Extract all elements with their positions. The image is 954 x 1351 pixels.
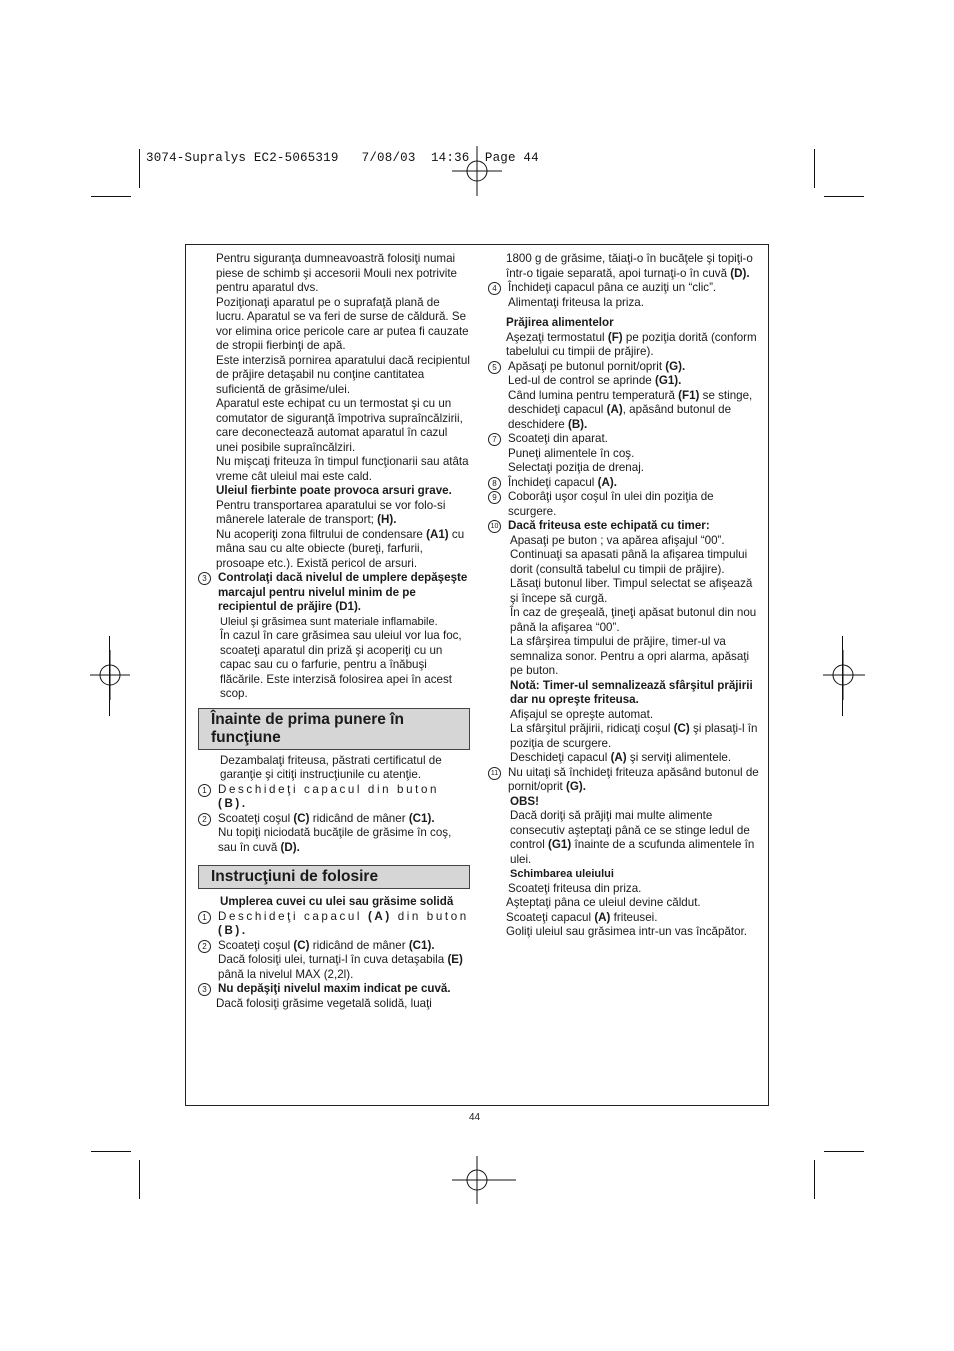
timer-note: Notă: Timer-ul semnalizează sfârşitul prăjirii dar nu opreşte friteusa. — [510, 678, 753, 706]
oil-step: Goliţi uleiul sau grăsimea intr-un vas încăpător. — [506, 925, 748, 938]
slug-time: 14:36 — [430, 151, 470, 165]
step-4: 4 Închideţi capacul pâna ce auziţi un “clic”. Alimentaţi friteusa la priza. — [488, 281, 760, 310]
step-number-icon: 2 — [198, 813, 211, 826]
serve-text: Deschideţi capacul (A) şi serviţi alimentele. — [510, 751, 732, 764]
fill-step-3-text: Dacă folosiţi grăsime vegetală solidă, luaţi — [216, 996, 432, 1010]
frying-title: Prăjirea alimentelor — [506, 316, 614, 329]
first-use-step-2: 2 Scoateţi coşul (C) ridicând de mâner (C1). Nu topiţi niciodată bucăţile de grăsime în coş, sau în cuvă (D). — [198, 812, 470, 856]
intro-paragraph: Poziţionaţi aparatul pe o suprafaţă plană de lucru. Aparatul se va feri de surse de căldură. Se vor elimina orice pericole care ar putea fi cauzate de stropii fierbinţi de apă. — [216, 295, 469, 352]
transport-paragraph: Pentru transportarea aparatului se vor folo-si mânerele laterale de transport; (H). — [216, 498, 446, 526]
step-number-icon: 1 — [198, 911, 211, 924]
timer-line: Lăsaţi butonul liber. Timpul selectat se afişează şi începe să curgă. — [510, 577, 753, 605]
step-3-note: Uleiul şi grăsimea sunt materiale inflamabile. — [220, 615, 438, 628]
fill-step-2: 2 Scoateţi coşul (C) ridicând de mâner (C1). Dacă folosiţi ulei, turnaţi-l în cuva detaşabila (E) până la nivelul MAX (2,2l). — [198, 939, 470, 983]
step-3-text: În cazul în care grăsimea sau uleiul vor lua foc, scoateţi aparatul din priză şi acoperiţi cu un capac sau cu o farfurie, pentru a înăbuşi flăcările. Este interzisă folosirea apei în acest scop. — [220, 629, 462, 700]
step-3 — [198, 571, 470, 615]
step-number-icon: 3 — [198, 572, 211, 585]
timer-note-text: Afişajul se opreşte automat. — [510, 707, 654, 721]
fill-step-3: 3 Nu depăşiţi nivelul maxim indicat pe cuvă. — [198, 982, 470, 997]
fill-step-1: 1 Deschideţi capacul (A) din buton (B). — [198, 910, 470, 939]
registration-mark-top — [452, 146, 502, 196]
oil-step: Scoateţi capacul (A) friteusei. — [506, 910, 658, 924]
section-heading-first-use: Înainte de prima punere în funcţiune — [198, 708, 470, 750]
step-number-icon: 10 — [488, 520, 501, 533]
step-number-icon: 1 — [198, 784, 211, 797]
continuation-paragraph: 1800 g de grăsime, tăiaţi-o în bucăţele şi topiţi-o într-o tigaie separată, apoi turnaţi-o în cuvă (D). — [506, 252, 753, 280]
step-number-icon: 2 — [198, 940, 211, 953]
oil-step: Scoateţi friteusa din priza. — [508, 881, 642, 895]
timer-line: Continuaţi sa apasati până la afişarea timpului dorit (consultă tabelul cu timpii de prăjire). — [510, 548, 748, 576]
intro-paragraph: Aparatul este echipat cu un termostat şi cu un comutator de siguranţă împotriva supraîncălzirii, care deconectează automat aparatul în cazul unei posibile supraîncălziri. — [216, 397, 463, 454]
registration-line-right — [842, 636, 843, 716]
oil-step: Aşteptaţi pâna ce uleiul devine căldut. — [506, 896, 701, 909]
step-number-icon: 3 — [198, 983, 211, 996]
step-7: 7 Scoateţi din aparat. Puneţi alimentele în coş. Selectaţi poziţia de drenaj. — [488, 432, 760, 476]
page-number: 44 — [469, 1112, 481, 1123]
frying-text: Aşezaţi termostatul (F) pe poziţia dorită (conform tabelului cu timpii de prăjire). — [506, 330, 757, 358]
registration-mark-bottom — [452, 1156, 516, 1204]
obs-title: OBS! — [510, 794, 539, 808]
registration-line-left — [109, 636, 110, 716]
intro-paragraph: Pentru siguranţa dumneavoastră folosiţi numai piese de schimb şi accesorii Mouli nex potrivite pentru aparatul dvs. — [216, 252, 457, 294]
timer-line: În caz de greşeală, ţineţi apăsat butonul din nou până la afişarea “00”. — [510, 606, 757, 634]
step-number-icon: 11 — [488, 767, 501, 780]
slug-date: 7/08/03 — [361, 151, 416, 165]
slug-file: 3074-Supralys EC2-5065319 — [146, 151, 339, 165]
section-heading-instructions: Instrucţiuni de folosire — [198, 865, 470, 889]
intro-paragraph: Este interzisă pornirea aparatului dacă recipientul de prăjire detaşabil nu conţine cantitatea suficientă de grăsime/ulei. — [216, 353, 470, 396]
step-11: 11 Nu uitaţi să închideţi friteuza apăsând butonul de pornit/oprit (G). — [488, 766, 760, 795]
registration-mark-right — [823, 650, 865, 700]
step-10: 10 Dacă friteusa este echipată cu timer: — [488, 519, 760, 534]
filter-paragraph: Nu acoperiţi zona filtrului de condensare (A1) cu mâna sau cu alte obiecte (bureţi, farfurii, prosoape etc.). Există pericol de arsuri. — [216, 527, 465, 570]
step-8: 8 Închideţi capacul (A). — [488, 476, 760, 491]
section-1-intro: Dezambalaţi friteusa, păstrati certificatul de garanţie şi citiţi instrucţiunile cu atenţie. — [220, 753, 442, 781]
step-number-icon: 7 — [488, 433, 501, 446]
end-frying-text: La sfârşitul prăjirii, ridicaţi coşul (C) şi plasaţi-l în poziţia de scurgere. — [510, 722, 758, 750]
slug-page: Page 44 — [484, 151, 539, 165]
step-9: 9 Coborâţi uşor coşul în ulei din poziţia de scurgere. — [488, 490, 760, 519]
step-number-icon: 5 — [488, 361, 501, 374]
timer-line: Apasaţi pe buton ; va apărea afişajul “00”. — [510, 533, 725, 547]
registration-mark-left — [90, 650, 130, 700]
intro-paragraph: Nu mişcaţi friteuza în timpul funcţionarii sau atâta vreme cât uleiul mai este cald. — [216, 455, 469, 483]
timer-line: La sfârşirea timpului de prăjire, timer-ul va semnaliza sonor. Pentru a opri alarma, apăsaţi pe buton. — [510, 635, 750, 677]
first-use-step-1: 1 Deschideţi capacul din buton (B). — [198, 783, 470, 812]
right-column — [488, 252, 760, 940]
step-number-icon: 8 — [488, 477, 501, 490]
step-3-bold: Controlaţi dacă nivelul de umplere depăşeşte marcajul pentru nivelul minim de pe recipientul de prăjire (D1). — [218, 571, 468, 613]
step-number-icon: 9 — [488, 491, 501, 504]
fill-subtitle: Umplerea cuvei cu ulei sau grăsime solidă — [220, 895, 454, 908]
step-number-icon: 4 — [488, 282, 501, 295]
warning-text: Uleiul fierbinte poate provoca arsuri grave. — [216, 484, 452, 497]
obs-text: Dacă doriţi să prăjiţi mai multe alimente consecutiv aşteptaţi până ce se stinge ledul de control (G1) înainte de a scufunda alimentele în ulei. — [510, 809, 755, 866]
step-5: 5 Apăsaţi pe butonul pornit/oprit (G). Led-ul de control se aprinde (G1). Când lumina pentru temperatură (F1) se stinge, deschideţi capacul (A), apăsând butonul de deschidere (B). — [488, 360, 760, 433]
oil-change-title: Schimbarea uleiului — [510, 868, 614, 880]
left-column — [198, 252, 470, 1011]
